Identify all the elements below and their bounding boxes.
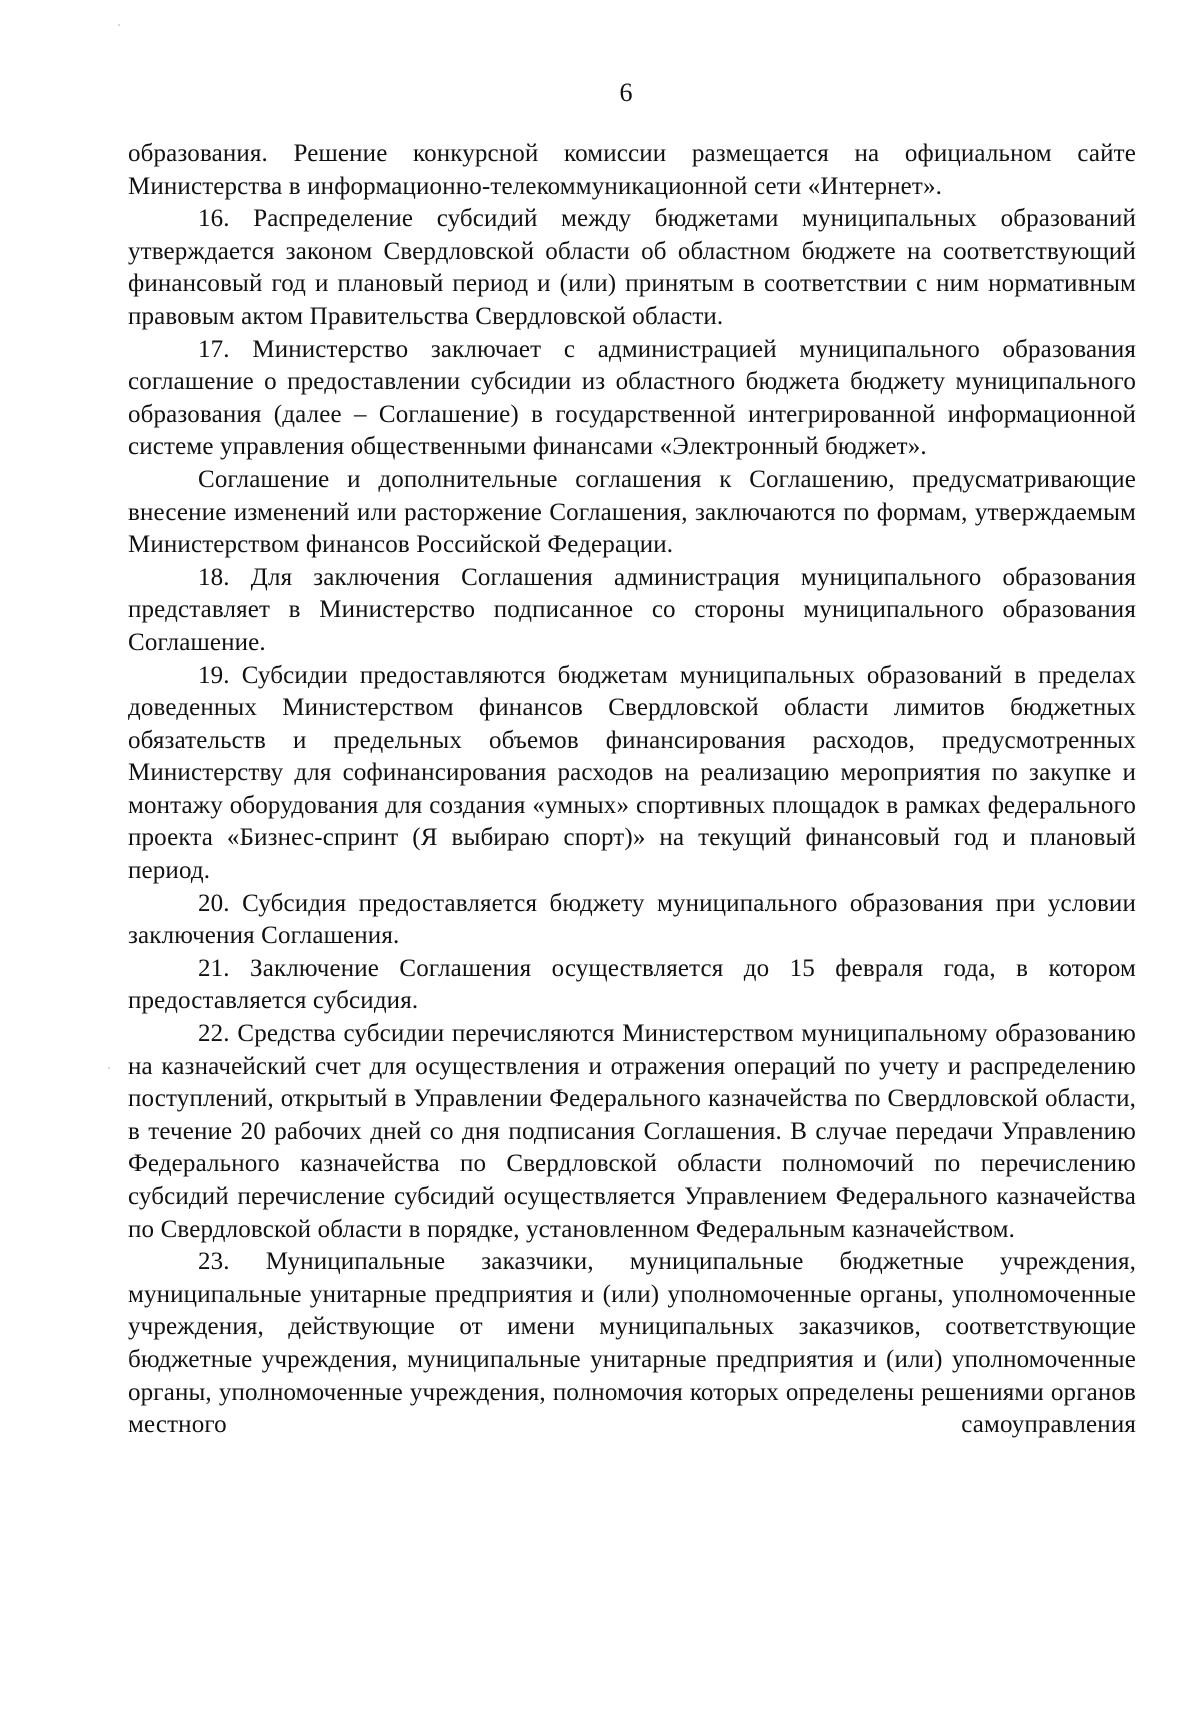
scan-artifact (108, 1067, 110, 1069)
paragraph-item-21: 21. Заключение Соглашения осуществляется до 15 февраля года, в котором предоставляется субсидия. (128, 954, 1136, 1015)
paragraph-agreement-forms: Соглашение и дополнительные соглашения к Соглашению, предусматривающие внесение изменений или расторжение Соглашения, заключаются по формам, утверждаемым Министерством финансов Российской Федерации. (128, 465, 1136, 559)
paragraph-item-18: 18. Для заключения Соглашения администрация муниципального образования представляет в Министерство подписанное со стороны муниципального образования Соглашение. (128, 563, 1136, 656)
scan-artifact (118, 24, 120, 26)
paragraph-item-23: 23. Муниципальные заказчики, муниципальные бюджетные учреждения, муниципальные унитарные предприятия и (или) уполномоченные органы, уполномоченные учреждения, действующие от имени муниципальных заказчиков, соответствующие бюджетные учреждения, муниципальные унитарные предприятия и (или) уполномоченные органы, уполномоченные учреждения, полномочия которых определены решениями органов местного самоуправления (128, 1248, 1136, 1439)
page-number: 6 (619, 78, 633, 107)
paragraph-item-22: 22. Средства субсидии перечисляются Министерством муниципальному образованию на казначейский счет для осуществления и отражения операций по учету и распределению поступлений, открытый в Управлении Федерального казначейства по Свердловской области, в течение 20 рабочих дней со дня подписания Соглашения. В случае передачи Управлению Федерального казначейства по Свердловской области полномочий по перечислению субсидий перечисление субсидий осуществляется Управлением Федерального казначейства по Свердловской области в порядке, установленном Федеральным казначейством. (128, 1020, 1136, 1243)
paragraph-item-17: 17. Министерство заключает с администрацией муниципального образования соглашение о предоставлении субсидии из областного бюджета бюджету муниципального образования (далее – Соглашение) в государственной интегрированной информационной системе управления общественными финансами «Электронный бюджет». (128, 335, 1136, 461)
paragraph-item-19: 19. Субсидии предоставляются бюджетам муниципальных образований в пределах доведенных Министерством финансов Свердловской области лимитов бюджетных обязательств и предельных объемов финансирования расходов, предусмотренных Министерству для софинансирования расходов на реализацию мероприятия по закупке и монтажу оборудования для создания «умных» спортивных площадок в рамках федерального проекта «Бизнес-спринт (Я выбираю спорт)» на текущий финансовый год и плановый период. (128, 661, 1136, 885)
paragraph-item-20: 20. Субсидия предоставляется бюджету муниципального образования при условии заключения Соглашения. (128, 889, 1136, 950)
paragraph-item-16: 16. Распределение субсидий между бюджетами муниципальных образований утверждается законом Свердловской области об областном бюджете на соответствующий финансовый год и плановый период и (или) принятым в соответствии с ним нормативным правовым актом Правительства Свердловской области. (128, 205, 1136, 330)
document-body (128, 138, 1136, 1442)
paragraph-continuation: образования. Решение конкурсной комиссии размещается на официальном сайте Министерства в информационно-телекоммуникационной сети «Интернет». (128, 140, 1136, 200)
